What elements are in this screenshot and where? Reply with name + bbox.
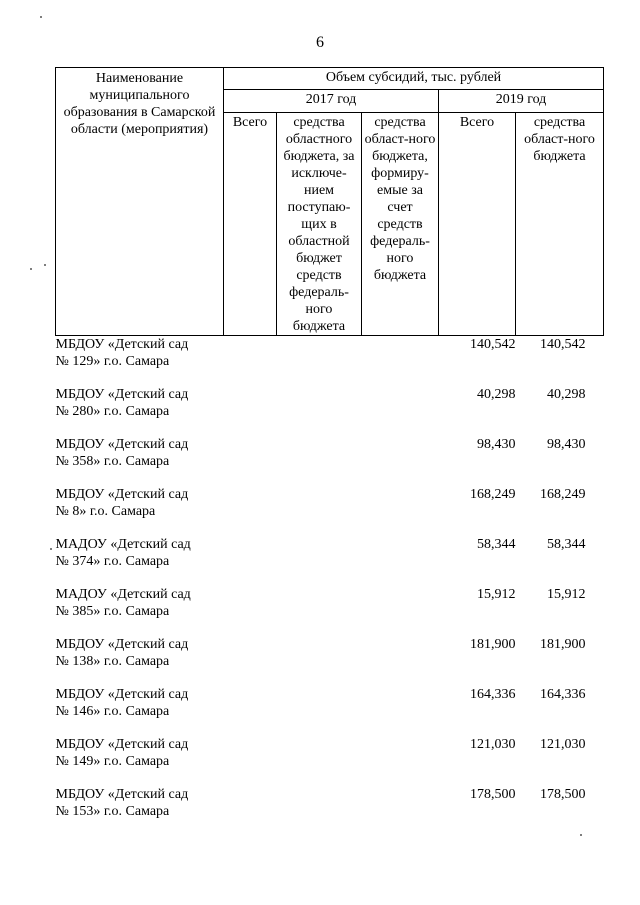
- row-name: [56, 786, 224, 836]
- subsidy-table: [55, 67, 604, 836]
- row-name-line1: МБДОУ «Детский сад: [55, 487, 189, 502]
- table-row: [56, 336, 604, 387]
- row-name: [56, 536, 224, 586]
- row-regional-2019: 98,430: [547, 437, 586, 452]
- row-name-line2: № 138» г.о. Самара: [55, 654, 170, 669]
- row-regional-2019: 15,912: [547, 587, 586, 602]
- table-row: [56, 786, 604, 836]
- row-name-line1: МАДОУ «Детский сад: [55, 537, 191, 552]
- row-total-2019: 40,298: [477, 387, 516, 402]
- row-name-line1: МБДОУ «Детский сад: [55, 637, 189, 652]
- row-name-line1: МБДОУ «Детский сад: [55, 787, 189, 802]
- row-total-2019: 58,344: [477, 537, 516, 552]
- row-total-2019: 98,430: [477, 437, 516, 452]
- row-total-2019: 181,900: [470, 637, 516, 652]
- row-name-line2: № 280» г.о. Самара: [55, 404, 170, 419]
- row-name: [56, 736, 224, 786]
- row-regional-2019: 140,542: [540, 337, 586, 352]
- row-regional-2019: 168,249: [540, 487, 586, 502]
- header-year-2019: 2019 год: [439, 90, 604, 113]
- row-name-line1: МБДОУ «Детский сад: [55, 337, 189, 352]
- scan-speck: [580, 834, 582, 836]
- header-regional-2019: средства област-ного бюджета: [516, 113, 604, 336]
- scan-speck: [40, 16, 42, 18]
- row-name-line1: МБДОУ «Детский сад: [55, 437, 189, 452]
- row-regional-2019: 40,298: [547, 387, 586, 402]
- row-name-line2: № 153» г.о. Самара: [55, 804, 170, 819]
- row-regional-2019: 58,344: [547, 537, 586, 552]
- table-header: [56, 68, 604, 336]
- header-total-2017: Всего: [224, 113, 277, 336]
- header-subsidy-volume: Объем субсидий, тыс. рублей: [224, 68, 604, 90]
- page-number: 6: [316, 34, 324, 51]
- row-total-2019: 164,336: [470, 687, 516, 702]
- header-total-2019: Всего: [439, 113, 516, 336]
- row-name: [56, 436, 224, 486]
- table-row: [56, 486, 604, 536]
- row-total-2019: 140,542: [470, 337, 516, 352]
- row-name-line2: № 149» г.о. Самара: [55, 754, 170, 769]
- row-name-line2: № 374» г.о. Самара: [55, 554, 170, 569]
- row-name-line2: № 358» г.о. Самара: [55, 454, 170, 469]
- row-name: [56, 386, 224, 436]
- row-total-2019: 178,500: [470, 787, 516, 802]
- row-name: [56, 586, 224, 636]
- scan-speck: [44, 264, 46, 266]
- row-total-2019: 168,249: [470, 487, 516, 502]
- row-regional-2019: 164,336: [540, 687, 586, 702]
- table-row: [56, 686, 604, 736]
- row-name-line2: № 8» г.о. Самара: [55, 504, 156, 519]
- row-regional-2019: 178,500: [540, 787, 586, 802]
- table-row: [56, 386, 604, 436]
- row-regional-2019: 121,030: [540, 737, 586, 752]
- row-name-line2: № 129» г.о. Самара: [55, 354, 170, 369]
- header-federal-2017: средства област-ного бюджета, формиру-емые за счет средств федераль-ного бюджета: [362, 113, 439, 336]
- row-name-line2: № 385» г.о. Самара: [55, 604, 170, 619]
- row-name-line1: МБДОУ «Детский сад: [55, 737, 189, 752]
- header-year-2017: 2017 год: [224, 90, 439, 113]
- scan-speck: [30, 268, 32, 270]
- row-name: [56, 686, 224, 736]
- header-regional-2017: средства областного бюджета, за исключе-нием поступаю-щих в областной бюджет средств федераль-ного бюджета: [277, 113, 362, 336]
- table-row: [56, 436, 604, 486]
- row-total-2019: 121,030: [470, 737, 516, 752]
- header-municipality: Наименование муниципального образования в Самарской области (мероприятия): [56, 68, 224, 336]
- table-row: [56, 586, 604, 636]
- row-name-line1: МБДОУ «Детский сад: [55, 687, 189, 702]
- row-total-2019: 15,912: [477, 587, 516, 602]
- row-name-line2: № 146» г.о. Самара: [55, 704, 170, 719]
- table-body: [56, 336, 604, 837]
- row-regional-2019: 181,900: [540, 637, 586, 652]
- scan-speck: [50, 548, 52, 550]
- row-name: [56, 636, 224, 686]
- table-row: [56, 636, 604, 686]
- row-name: [56, 486, 224, 536]
- table-row: [56, 736, 604, 786]
- table-row: [56, 536, 604, 586]
- row-name-line1: МАДОУ «Детский сад: [55, 587, 191, 602]
- row-name: [56, 336, 224, 387]
- row-name-line1: МБДОУ «Детский сад: [55, 387, 189, 402]
